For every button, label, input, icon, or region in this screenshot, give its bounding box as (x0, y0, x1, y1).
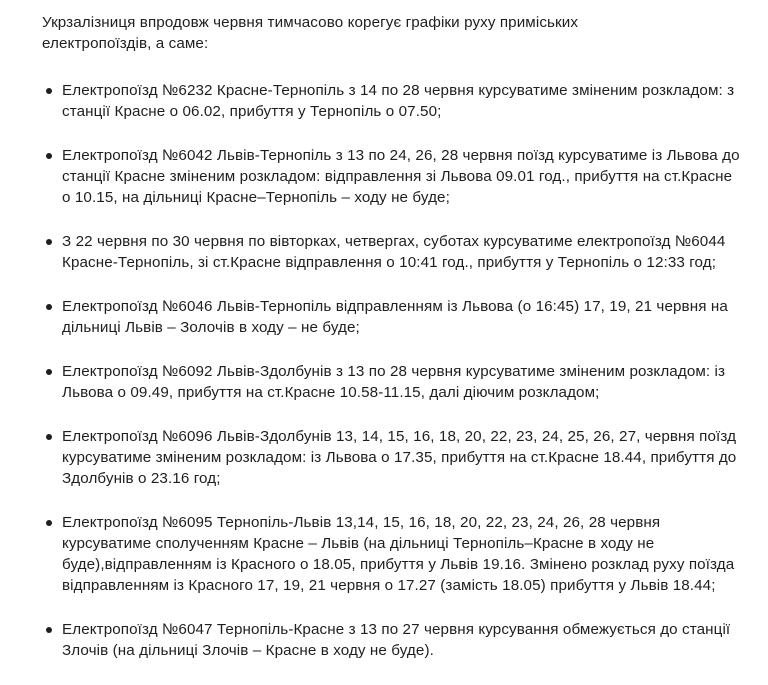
list-item (42, 145, 740, 208)
bullet-icon (46, 627, 52, 633)
list-item-text: Електропоїзд №6046 Львів-Тернопіль відправленням із Львова (о 16:45) 17, 19, 21 червня на дільниці Львів – Золочів в ходу – не буде; (62, 298, 728, 336)
bullet-icon (46, 369, 52, 375)
bullet-icon (46, 239, 52, 245)
list-item (42, 512, 740, 596)
list-item-text: Електропоїзд №6096 Львів-Здолбунів 13, 14, 15, 16, 18, 20, 22, 23, 24, 25, 26, 27, червня поїзд курсуватиме зміненим розкладом: із Львова о 17.35, прибуття на ст.Красне 18.44, прибуття до Здолбунів о 23.16 год; (62, 428, 737, 487)
schedule-change-list (42, 80, 740, 661)
list-item (42, 426, 740, 489)
bullet-icon (46, 153, 52, 159)
bullet-icon (46, 520, 52, 526)
list-item (42, 296, 740, 338)
bullet-icon (46, 434, 52, 440)
intro-paragraph: Укрзалізниця впродовж червня тимчасово корегує графіки руху приміських електропоїздів, а саме: (42, 14, 579, 52)
list-item-text: Електропоїзд №6095 Тернопіль-Львів 13,14, 15, 16, 18, 20, 22, 23, 24, 26, 28 червня курсуватиме сполученням Красне – Львів (на дільниці Тернопіль–Красне в ходу не буде),відправленням із Красного о 18.05, прибуття у Львів 19.16. Змінено розклад руху поїзда відправленням із Красного 17, 19, 21 червня о 17.27 (замість 18.05) прибуття у Львів 18.44; (62, 514, 735, 594)
list-item (42, 231, 740, 273)
list-item-text: Електропоїзд №6047 Тернопіль-Красне з 13 по 27 червня курсування обмежується до станції Злочів (на дільниці Злочів – Красне в ходу не буде). (62, 621, 731, 659)
bullet-icon (46, 88, 52, 94)
list-item-text: Електропоїзд №6232 Красне-Тернопіль з 14 по 28 червня курсуватиме зміненим розкладом: з станції Красне о 06.02, прибуття у Тернопіль о 07.50; (62, 82, 735, 120)
list-item (42, 80, 740, 122)
list-item (42, 361, 740, 403)
bullet-icon (46, 304, 52, 310)
list-item (42, 619, 740, 661)
list-item-text: Електропоїзд №6042 Львів-Тернопіль з 13 по 24, 26, 28 червня поїзд курсуватиме із Львова до станції Красне зміненим розкладом: відправлення зі Львова 09.01 год., прибуття на ст.Красне о 10.15, на дільниці Красне–Тернопіль – ходу не буде; (62, 147, 740, 206)
list-item-text: З 22 червня по 30 червня по вівторках, четвергах, суботах курсуватиме електропоїзд №6044 Красне-Тернопіль, зі ст.Красне відправлення о 10:41 год., прибуття у Тернопіль о 12:33 год; (62, 233, 726, 271)
list-item-text: Електропоїзд №6092 Львів-Здолбунів з 13 по 28 червня курсуватиме зміненим розкладом: із Львова о 09.49, прибуття на ст.Красне 10.58-11.15, далі діючим розкладом; (62, 363, 726, 401)
